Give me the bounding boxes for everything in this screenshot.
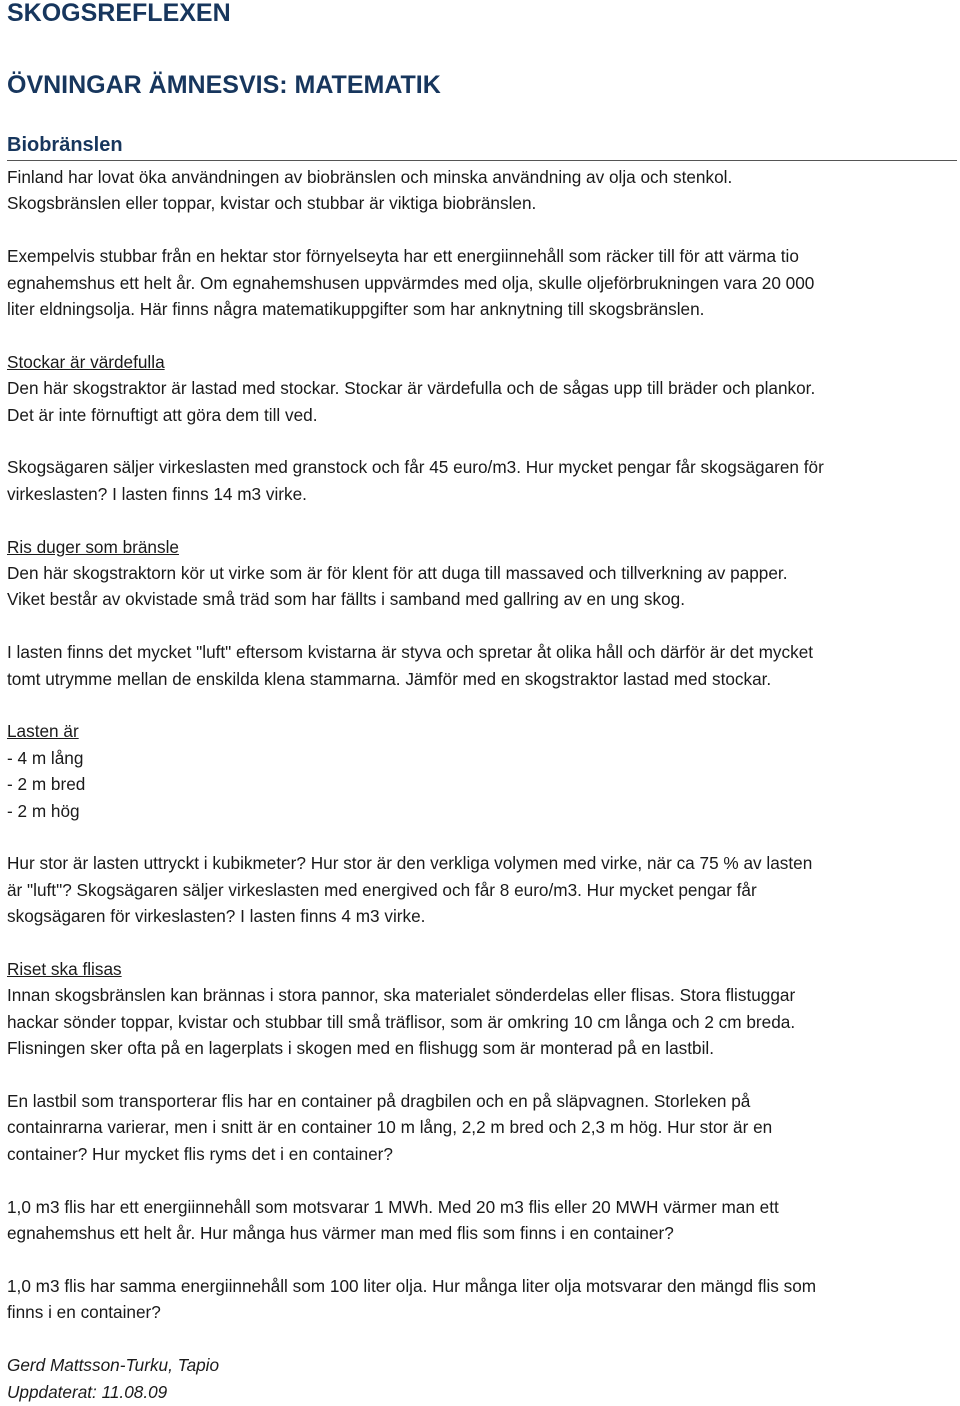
riset-paragraph-line: hackar sönder toppar, kvistar och stubbar till små träflisor, som är omkring 10 cm långa och 2 cm breda. (7, 1011, 796, 1032)
intro-paragraph-2-line: egnahemshus ett helt år. Om egnahemshusen uppvärmdes med olja, skulle oljeförbrukningen vara 20 000 (7, 272, 815, 293)
ris-paragraph-line: Den här skogstraktorn kör ut virke som är för klent för att duga till massaved och tillverkning av papper. (7, 563, 788, 584)
intro-paragraph-1-line: Finland har lovat öka användningen av biobränslen och minska användning av olja och stenkol. (7, 167, 733, 187)
stockar-paragraph-line: Det är inte förnuftigt att göra dem till ved. (7, 404, 318, 425)
load-item: - 2 m hög (7, 800, 80, 821)
subheading-riset: Riset ska flisas (7, 959, 122, 980)
riset-question-line: containrarna varierar, men i snitt är en container 10 m lång, 2,2 m bred och 2,3 m hög. Hur stor är en (7, 1117, 773, 1138)
document-subtitle: ÖVNINGAR ÄMNESVIS: MATEMATIK (7, 71, 441, 99)
riset-paragraph-line: Innan skogsbränslen kan brännas i stora pannor, ska materialet sönderdelas eller flisas. Stora flistuggar (7, 985, 796, 1006)
riset-question-line: En lastbil som transporterar flis har en container på dragbilen och en på släpvagnen. Storleken på (7, 1091, 751, 1112)
ris-question-line: Hur stor är lasten uttryckt i kubikmeter? Hur stor är den verkliga volymen med virke, när ca 75 % av lasten (7, 853, 813, 874)
ris-question-line: är "luft"? Skogsägaren säljer virkeslasten med energived och får 8 euro/m3. Hur mycket pengar får (7, 879, 757, 900)
subheading-stockar: Stockar är värdefulla (7, 351, 165, 372)
ris-paragraph-line: I lasten finns det mycket "luft" eftersom kvistarna är styva och spretar åt olika håll och därför är det mycket (7, 642, 814, 663)
author-signature: Gerd Mattsson-Turku, Tapio (7, 1355, 220, 1376)
intro-paragraph-1-line: Skogsbränslen eller toppar, kvistar och stubbar är viktiga biobränslen. (7, 193, 537, 214)
ris-paragraph-line: tomt utrymme mellan de enskilda klena stammarna. Jämför med en skogstraktor lastad med stockar. (7, 668, 772, 689)
stockar-question-line: virkeslasten? I lasten finns 14 m3 virke. (7, 483, 307, 504)
ris-question-line: skogsägaren för virkeslasten? I lasten finns 4 m3 virke. (7, 906, 426, 927)
load-item: - 4 m lång (7, 747, 84, 768)
riset-question-line: 1,0 m3 flis har ett energiinnehåll som motsvarar 1 MWh. Med 20 m3 flis eller 20 MWH värmer man ett (7, 1196, 779, 1217)
intro-paragraph-2-line: Exempelvis stubbar från en hektar stor förnyelseyta har ett energiinnehåll som räcker till för att värma tio (7, 246, 799, 267)
riset-question-line: finns i en container? (7, 1302, 161, 1323)
ris-paragraph-line: Viket består av okvistade små träd som har fällts i samband med gallring av en ung skog. (7, 589, 685, 610)
riset-question-line: container? Hur mycket flis ryms det i en container? (7, 1143, 393, 1164)
document-body (7, 164, 955, 1405)
load-item: - 2 m bred (7, 774, 86, 795)
stockar-paragraph-line: Den här skogstraktor är lastad med stockar. Stockar är värdefulla och de sågas upp till bräder och plankor. (7, 378, 816, 399)
riset-question-line: egnahemshus ett helt år. Hur många hus värmer man med flis som finns i en container? (7, 1223, 674, 1244)
document-title: SKOGSREFLEXEN (7, 0, 231, 27)
subheading-ris: Ris duger som bränsle (7, 536, 179, 557)
section-title: Biobränslen (7, 132, 957, 161)
intro-paragraph-2-line: liter eldningsolja. Här finns några matematikuppgifter som har anknytning till skogsbränslen. (7, 299, 705, 320)
stockar-question-line: Skogsägaren säljer virkeslasten med granstock och får 45 euro/m3. Hur mycket pengar får skogsägaren för (7, 457, 824, 478)
riset-paragraph-line: Flisningen sker ofta på en lagerplats i skogen med en flishugg som är monterad på en lastbil. (7, 1038, 714, 1059)
load-heading: Lasten är (7, 721, 79, 742)
riset-question-line: 1,0 m3 flis har samma energiinnehåll som 100 liter olja. Hur många liter olja motsvarar den mängd flis som (7, 1275, 817, 1296)
updated-date: Uppdaterat: 11.08.09 (7, 1381, 168, 1402)
